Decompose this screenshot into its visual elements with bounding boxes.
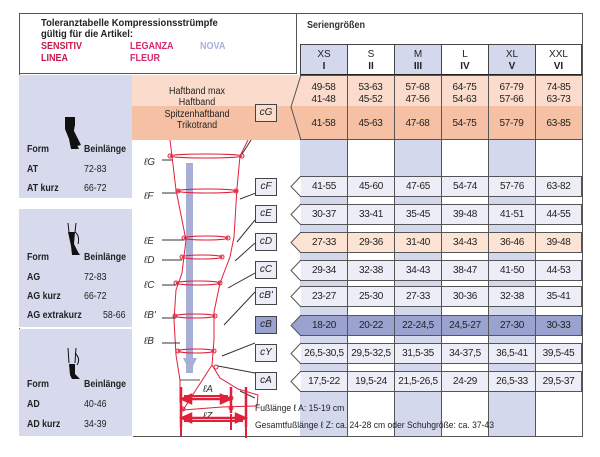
cell: 26,5-33 xyxy=(488,371,535,392)
cell: 23-27 xyxy=(300,286,347,307)
size-xl: XL V xyxy=(488,44,535,75)
cell: 57-66 xyxy=(499,94,524,105)
haftband-max-label: Haftband max xyxy=(168,86,226,97)
cell: 45-60 xyxy=(347,176,394,197)
cell: 64-75 xyxy=(452,82,477,93)
cell: 34-43 xyxy=(394,260,441,281)
leg-length-label: Beinlänge xyxy=(84,379,127,390)
length-a-label: ℓA xyxy=(203,384,213,395)
form-at-kurz: AT kurz xyxy=(27,183,59,194)
cell: 44-55 xyxy=(535,204,582,225)
cell: 63-85 xyxy=(546,118,571,129)
cell: 29,5-37 xyxy=(535,371,582,392)
cell: 36-46 xyxy=(488,232,535,253)
length-z-label: ℓZ xyxy=(203,411,213,422)
panel-gap xyxy=(19,199,132,209)
cell: 53-63 xyxy=(358,82,383,93)
cell: 29-36 xyxy=(347,232,394,253)
cell: 26,5-30,5 xyxy=(300,343,347,364)
length-ad: 40-46 xyxy=(84,399,107,410)
col-line xyxy=(347,75,348,140)
row-cc xyxy=(300,260,582,281)
length-c-label: ℓC xyxy=(144,280,155,291)
cell: 39-48 xyxy=(441,204,488,225)
cell: 63-73 xyxy=(546,94,571,105)
trikotrand-label: Trikotrand xyxy=(176,120,218,131)
size-header-row xyxy=(300,44,582,75)
size-xs: XS I xyxy=(300,44,347,75)
size-l: L IV xyxy=(441,44,488,75)
code-cd: cD xyxy=(255,233,277,251)
cell: 57-76 xyxy=(488,176,535,197)
title-line-2: gültig für die Artikel: xyxy=(41,28,134,40)
code-ca: cA xyxy=(255,372,277,390)
cell: 54-74 xyxy=(441,176,488,197)
cell: 54-63 xyxy=(452,94,477,105)
length-at-kurz: 66-72 xyxy=(84,183,107,194)
code-ce: cE xyxy=(255,205,277,223)
cell: 19,5-24 xyxy=(347,371,394,392)
length-b-label: ℓB xyxy=(144,336,154,347)
col-line xyxy=(441,75,442,140)
cell: 35-41 xyxy=(535,286,582,307)
code-cg: cG xyxy=(255,104,277,122)
cell: 25-30 xyxy=(347,286,394,307)
cell: 17,5-22 xyxy=(300,371,347,392)
article-nova: NOVA xyxy=(200,41,226,52)
cell: 41-51 xyxy=(488,204,535,225)
pantyhose-icon xyxy=(61,115,83,151)
form-ag-extrakurz: AG extrakurz xyxy=(27,310,82,321)
cell: 27-30 xyxy=(488,315,535,336)
knee-stocking-icon xyxy=(64,347,84,381)
cell: 21,5-26,5 xyxy=(394,371,441,392)
form-panel-ad xyxy=(19,329,132,437)
article-leganza: LEGANZA xyxy=(130,41,174,52)
cell: 20-22 xyxy=(347,315,394,336)
cell: 30-33 xyxy=(535,315,582,336)
cell: 31,5-35 xyxy=(394,343,441,364)
cell: 47-56 xyxy=(405,94,430,105)
cell: 47-65 xyxy=(394,176,441,197)
cell: 38-47 xyxy=(441,260,488,281)
length-f-label: ℓF xyxy=(144,191,154,202)
cell: 44-53 xyxy=(535,260,582,281)
cell: 35-45 xyxy=(394,204,441,225)
size-m: M III xyxy=(394,44,441,75)
length-at: 72-83 xyxy=(84,164,107,175)
band-labels-top xyxy=(148,86,247,108)
form-ad-kurz: AD kurz xyxy=(27,419,61,430)
col-line xyxy=(394,75,395,140)
cell: 49-58 xyxy=(311,82,336,93)
cell: 39-48 xyxy=(535,232,582,253)
row-cy xyxy=(300,343,582,364)
form-label: Form xyxy=(27,144,49,155)
code-cy: cY xyxy=(255,344,277,362)
cell: 63-82 xyxy=(535,176,582,197)
cell: 34-37,5 xyxy=(441,343,488,364)
article-linea: LINEA xyxy=(41,53,68,64)
cell: 32-38 xyxy=(488,286,535,307)
spitzenhaftband-label: Spitzenhaftband xyxy=(164,109,230,120)
length-b1-label: ℓB' xyxy=(144,310,156,321)
total-foot-length-note: Gesamtfußlänge ℓ Z: ca. 24-28 cm oder Schuhgröße: ca. 37-43 xyxy=(255,420,494,431)
length-ag-kurz: 66-72 xyxy=(84,291,107,302)
row-ce xyxy=(300,204,582,225)
form-at: AT xyxy=(27,164,39,175)
cell: 18-20 xyxy=(300,315,347,336)
length-ag-extrakurz: 58-66 xyxy=(103,310,126,321)
cell: 29-34 xyxy=(300,260,347,281)
title-line-1: Toleranztabelle Kompressionsstrümpfe xyxy=(41,17,218,29)
foot-length-note: Fußlänge ℓ A: 15-19 cm xyxy=(255,403,345,414)
cell: 41-48 xyxy=(311,94,336,105)
cell: 57-79 xyxy=(499,118,524,129)
thigh-stocking-icon xyxy=(64,222,84,256)
col-line xyxy=(535,75,536,140)
col-line xyxy=(488,75,489,140)
code-cb1: cB' xyxy=(255,287,277,305)
table-title xyxy=(41,18,218,40)
cell: 33-41 xyxy=(347,204,394,225)
cell: 30-37 xyxy=(300,204,347,225)
article-fleur: FLEUR xyxy=(130,53,161,64)
row-cb xyxy=(300,315,582,336)
length-ag: 72-83 xyxy=(84,272,107,283)
form-panel-ag xyxy=(19,209,132,328)
band-labels-bottom xyxy=(148,109,247,131)
row-cd xyxy=(300,232,582,253)
cell: 67-79 xyxy=(499,82,524,93)
form-ag: AG xyxy=(27,272,41,283)
leg-length-label: Beinlänge xyxy=(84,252,127,263)
form-panel-at xyxy=(19,75,132,199)
cell: 41-50 xyxy=(488,260,535,281)
cell: 41-55 xyxy=(300,176,347,197)
length-e-label: ℓE xyxy=(144,236,154,247)
size-s: S II xyxy=(347,44,394,75)
cell: 54-75 xyxy=(452,118,477,129)
length-g-label: ℓG xyxy=(144,157,156,168)
row-cf xyxy=(300,176,582,197)
cell: 22-24,5 xyxy=(394,315,441,336)
length-d-label: ℓD xyxy=(144,255,155,266)
code-cf: cF xyxy=(255,178,277,196)
series-sizes-title: Seriengrößen xyxy=(307,20,366,31)
cell: 29,5-32,5 xyxy=(347,343,394,364)
cell: 45-52 xyxy=(358,94,383,105)
cell: 45-63 xyxy=(358,118,383,129)
cell: 74-85 xyxy=(546,82,571,93)
form-label: Form xyxy=(27,252,49,263)
size-xxl: XXL VI xyxy=(535,44,582,75)
cell: 36,5-41 xyxy=(488,343,535,364)
cell: 41-58 xyxy=(311,118,336,129)
cell: 24,5-27 xyxy=(441,315,488,336)
code-cc: cC xyxy=(255,261,277,279)
cell: 32-38 xyxy=(347,260,394,281)
haftband-label: Haftband xyxy=(178,97,216,108)
cell: 24-29 xyxy=(441,371,488,392)
foot-dimension-arrows xyxy=(178,387,258,427)
leg-length-label: Beinlänge xyxy=(84,144,127,155)
form-label: Form xyxy=(27,379,49,390)
cell: 34-43 xyxy=(441,232,488,253)
cell: 47-68 xyxy=(405,118,430,129)
cell: 27-33 xyxy=(394,286,441,307)
cell: 39,5-45 xyxy=(535,343,582,364)
form-ad: AD xyxy=(27,399,40,410)
cell: 30-36 xyxy=(441,286,488,307)
row-cb1 xyxy=(300,286,582,307)
row-ca xyxy=(300,371,582,392)
length-ad-kurz: 34-39 xyxy=(84,419,107,430)
article-sensitiv: SENSITIV xyxy=(41,41,83,52)
cell: 31-40 xyxy=(394,232,441,253)
cell: 27-33 xyxy=(300,232,347,253)
form-ag-kurz: AG kurz xyxy=(27,291,61,302)
cell: 57-68 xyxy=(405,82,430,93)
code-cb: cB xyxy=(255,316,277,334)
